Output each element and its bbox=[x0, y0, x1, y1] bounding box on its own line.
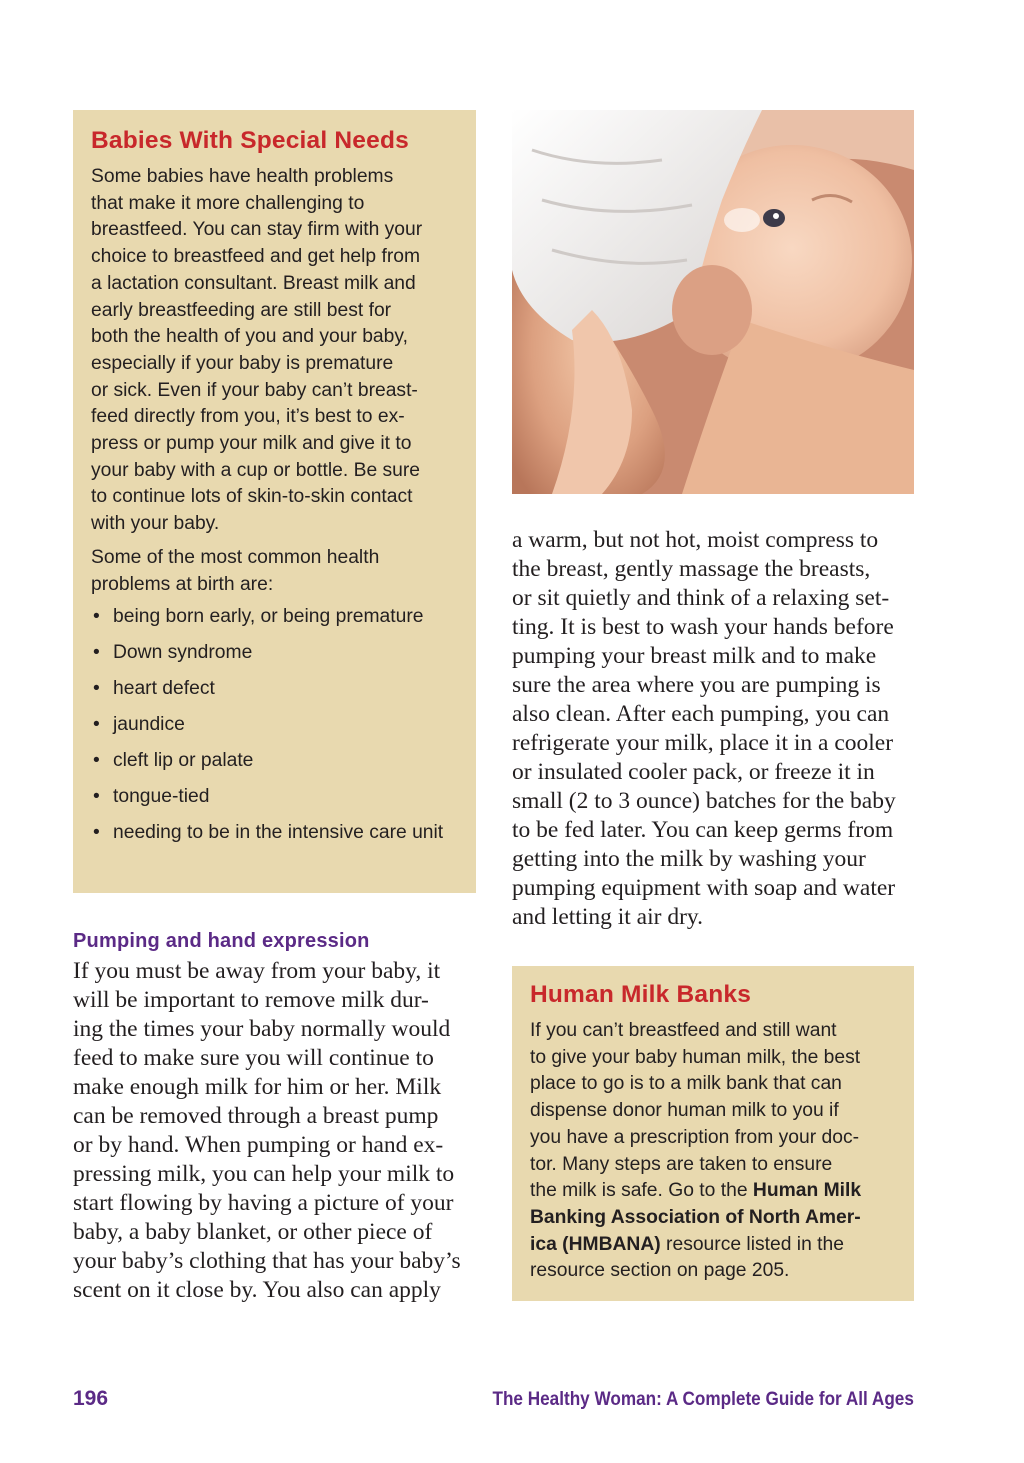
bullet-icon: • bbox=[93, 750, 100, 772]
text-line: sure the area where you are pumping is bbox=[512, 672, 881, 698]
bullet-icon: • bbox=[93, 606, 100, 628]
list-item-text: needing to be in the intensive care unit bbox=[113, 822, 444, 844]
text-line: and letting it air dry. bbox=[512, 904, 703, 930]
text-line: the milk is safe. Go to the bbox=[530, 1180, 753, 1202]
text-line: also clean. After each pumping, you can bbox=[512, 701, 890, 727]
text-line: dispense donor human milk to you if bbox=[530, 1100, 839, 1122]
text-line: you have a prescription from your doc- bbox=[530, 1126, 860, 1148]
health-problems-intro bbox=[91, 545, 458, 598]
text-line: with your baby. bbox=[91, 513, 220, 535]
milk-banks-box bbox=[512, 966, 914, 1301]
text-line: pressing milk, you can help your milk to bbox=[73, 1161, 455, 1187]
text-line: place to go is to a milk bank that can bbox=[530, 1073, 842, 1095]
text-line: or sick. Even if your baby can’t breast- bbox=[91, 379, 418, 401]
breastfeeding-photo bbox=[512, 110, 914, 494]
list-item bbox=[91, 604, 458, 631]
bullet-icon: • bbox=[93, 714, 100, 736]
text-line: a warm, but not hot, moist compress to bbox=[512, 527, 879, 553]
pumping-continued-text bbox=[512, 526, 916, 932]
text-line: ing the times your baby normally would bbox=[73, 1016, 451, 1042]
text-line: breastfeed. You can stay firm with your bbox=[91, 219, 423, 241]
text-line: to give your baby human milk, the best bbox=[530, 1046, 861, 1068]
list-item bbox=[91, 676, 458, 703]
text-line: choice to breastfeed and get help from bbox=[91, 246, 421, 268]
text-line: will be important to remove milk dur- bbox=[73, 987, 429, 1013]
pumping-body-text bbox=[73, 957, 473, 1305]
text-line: feed directly from you, it’s best to ex- bbox=[91, 406, 405, 428]
text-line: scent on it close by. You also can apply bbox=[73, 1277, 441, 1303]
text-line: If you can’t breastfeed and still want bbox=[530, 1020, 837, 1041]
text-line: press or pump your milk and give it to bbox=[91, 433, 412, 455]
text-line: If you must be away from your baby, it bbox=[73, 958, 441, 984]
text-line: pumping equipment with soap and water bbox=[512, 875, 896, 901]
hmbana-resource-name: Banking Association of North Amer- bbox=[530, 1206, 861, 1228]
book-title-footer: The Healthy Woman: A Complete Guide for All Ages bbox=[492, 1388, 914, 1410]
text-line: make enough milk for him or her. Milk bbox=[73, 1074, 442, 1100]
text-line: your baby’s clothing that has your baby’s bbox=[73, 1248, 461, 1274]
special-needs-paragraph bbox=[91, 164, 458, 538]
text-line: resource listed in the bbox=[660, 1233, 844, 1255]
text-line: to continue lots of skin-to-skin contact bbox=[91, 486, 413, 508]
list-item bbox=[91, 820, 458, 847]
text-line: small (2 to 3 ounce) batches for the baby bbox=[512, 788, 896, 814]
text-line: especially if your baby is premature bbox=[91, 352, 394, 374]
text-line: start flowing by having a picture of your bbox=[73, 1190, 454, 1216]
list-item-text: being born early, or being premature bbox=[113, 606, 424, 628]
text-line: early breastfeeding are still best for bbox=[91, 299, 392, 321]
text-line: feed to make sure you will continue to bbox=[73, 1045, 434, 1071]
list-item-text: tongue-tied bbox=[113, 786, 210, 808]
text-line: problems at birth are: bbox=[91, 573, 274, 595]
text-line: pumping your breast milk and to make bbox=[512, 643, 877, 669]
text-line: your baby with a cup or bottle. Be sure bbox=[91, 459, 421, 481]
text-line: Some babies have health problems bbox=[91, 166, 394, 187]
text-line: or insulated cooler pack, or freeze it in bbox=[512, 759, 875, 785]
text-line: Some of the most common health bbox=[91, 546, 380, 568]
bullet-icon: • bbox=[93, 678, 100, 700]
list-item bbox=[91, 640, 458, 667]
bullet-icon: • bbox=[93, 786, 100, 808]
text-line: that make it more challenging to bbox=[91, 192, 365, 214]
text-line: tor. Many steps are taken to ensure bbox=[530, 1153, 833, 1175]
text-line: ting. It is best to wash your hands before bbox=[512, 614, 894, 640]
text-line: refrigerate your milk, place it in a cooler bbox=[512, 730, 894, 756]
pumping-heading: Pumping and hand expression bbox=[73, 930, 370, 952]
list-item-text: cleft lip or palate bbox=[113, 750, 254, 772]
list-item-text: jaundice bbox=[113, 714, 185, 736]
health-problems-list bbox=[91, 604, 458, 847]
milk-banks-paragraph bbox=[530, 1018, 896, 1285]
text-line: or by hand. When pumping or hand ex- bbox=[73, 1132, 444, 1158]
list-item-text: heart defect bbox=[113, 678, 215, 700]
special-needs-box bbox=[73, 110, 476, 893]
list-item bbox=[91, 784, 458, 811]
page-number: 196 bbox=[73, 1387, 109, 1410]
text-line: getting into the milk by washing your bbox=[512, 846, 866, 872]
text-line: to be fed later. You can keep germs from bbox=[512, 817, 894, 843]
text-line: baby, a baby blanket, or other piece of bbox=[73, 1219, 433, 1245]
text-line: a lactation consultant. Breast milk and bbox=[91, 272, 416, 294]
text-line: both the health of you and your baby, bbox=[91, 326, 408, 348]
milk-banks-title: Human Milk Banks bbox=[530, 981, 752, 1008]
bullet-icon: • bbox=[93, 642, 100, 664]
list-item-text: Down syndrome bbox=[113, 642, 253, 664]
hmbana-resource-name: ica (HMBANA) bbox=[530, 1233, 661, 1255]
text-line: the breast, gently massage the breasts, bbox=[512, 556, 871, 582]
text-line: resource section on page 205. bbox=[530, 1260, 790, 1282]
list-item bbox=[91, 712, 458, 739]
hmbana-resource-name: Human Milk bbox=[752, 1180, 862, 1202]
bullet-icon: • bbox=[93, 822, 100, 844]
text-line: can be removed through a breast pump bbox=[73, 1103, 439, 1129]
text-line: or sit quietly and think of a relaxing set- bbox=[512, 585, 890, 611]
breastfeeding-photo-illustration bbox=[512, 110, 914, 494]
special-needs-title: Babies With Special Needs bbox=[91, 127, 409, 154]
list-item bbox=[91, 748, 458, 775]
